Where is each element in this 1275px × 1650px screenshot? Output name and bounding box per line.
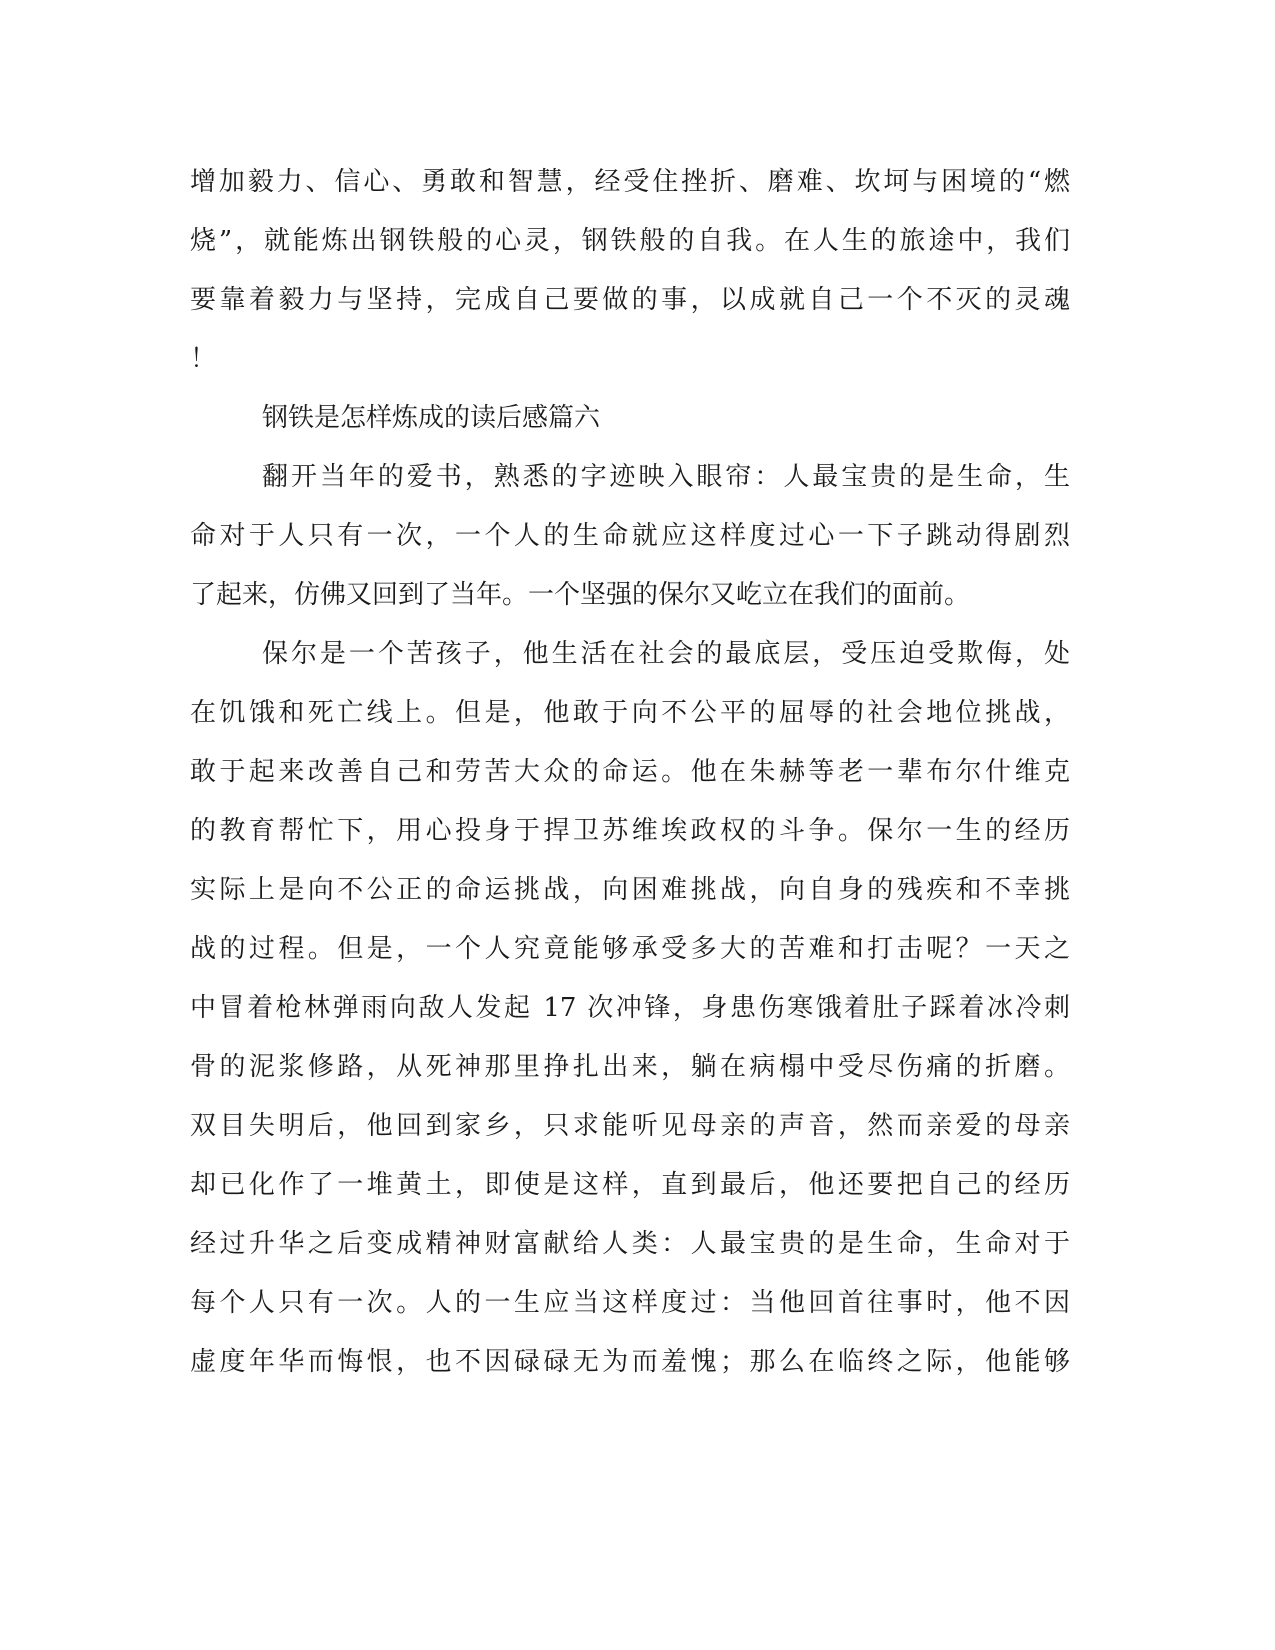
text-line: 了起来，仿佛又回到了当年。一个坚强的保尔又屹立在我们的面前。 [190,580,971,610]
text-line: 骨的泥浆修路，从死神那里挣扎出来，躺在病榻中受尽伤痛的折磨。 [190,1052,1070,1082]
text-line: 虚度年华而悔恨，也不因碌碌无为而羞愧；那么在临终之际，他能够 [190,1347,1070,1377]
text-line: 在饥饿和死亡线上。但是，他敢于向不公平的屈辱的社会地位挑战， [190,698,1070,728]
text-line: 中冒着枪林弹雨向敌人发起 17 次冲锋，身患伤寒饿着肚子踩着冰冷刺 [190,993,1070,1023]
text-line: 每个人只有一次。人的一生应当这样度过：当他回首往事时，他不因 [190,1288,1070,1318]
text-line: 要靠着毅力与坚持，完成自己要做的事，以成就自己一个不灭的灵魂 [190,285,1070,315]
text-line: 增加毅力、信心、勇敢和智慧，经受住挫折、磨难、坎坷与困境的“燃 [190,167,1070,197]
text-line: 战的过程。但是，一个人究竟能够承受多大的苦难和打击呢？一天之 [190,934,1070,964]
text-line: 烧”，就能炼出钢铁般的心灵，钢铁般的自我。在人生的旅途中，我们 [190,226,1070,256]
text-line: 敢于起来改善自己和劳苦大众的命运。他在朱赫等老一辈布尔什维克 [190,757,1070,787]
text-line: 经过升华之后变成精神财富献给人类：人最宝贵的是生命，生命对于 [190,1229,1070,1259]
text-line: 命对于人只有一次，一个人的生命就应这样度过心一下子跳动得剧烈 [190,521,1070,551]
text-line: 双目失明后，他回到家乡，只求能听见母亲的声音，然而亲爱的母亲 [190,1111,1070,1141]
text-line: 的教育帮忙下，用心投身于捍卫苏维埃政权的斗争。保尔一生的经历 [190,816,1070,846]
text-line: 实际上是向不公正的命运挑战，向困难挑战，向自身的残疾和不幸挑 [190,875,1070,905]
text-line: 却已化作了一堆黄土，即使是这样，直到最后，他还要把自己的经历 [190,1170,1070,1200]
paragraph-first-line: 保尔是一个苦孩子，他生活在社会的最底层，受压迫受欺侮，处 [262,639,1070,669]
text-line: ！ [190,344,217,374]
paragraph-first-line: 翻开当年的爱书，熟悉的字迹映入眼帘：人最宝贵的是生命，生 [262,462,1070,492]
section-heading: 钢铁是怎样炼成的读后感篇六 [262,403,601,433]
